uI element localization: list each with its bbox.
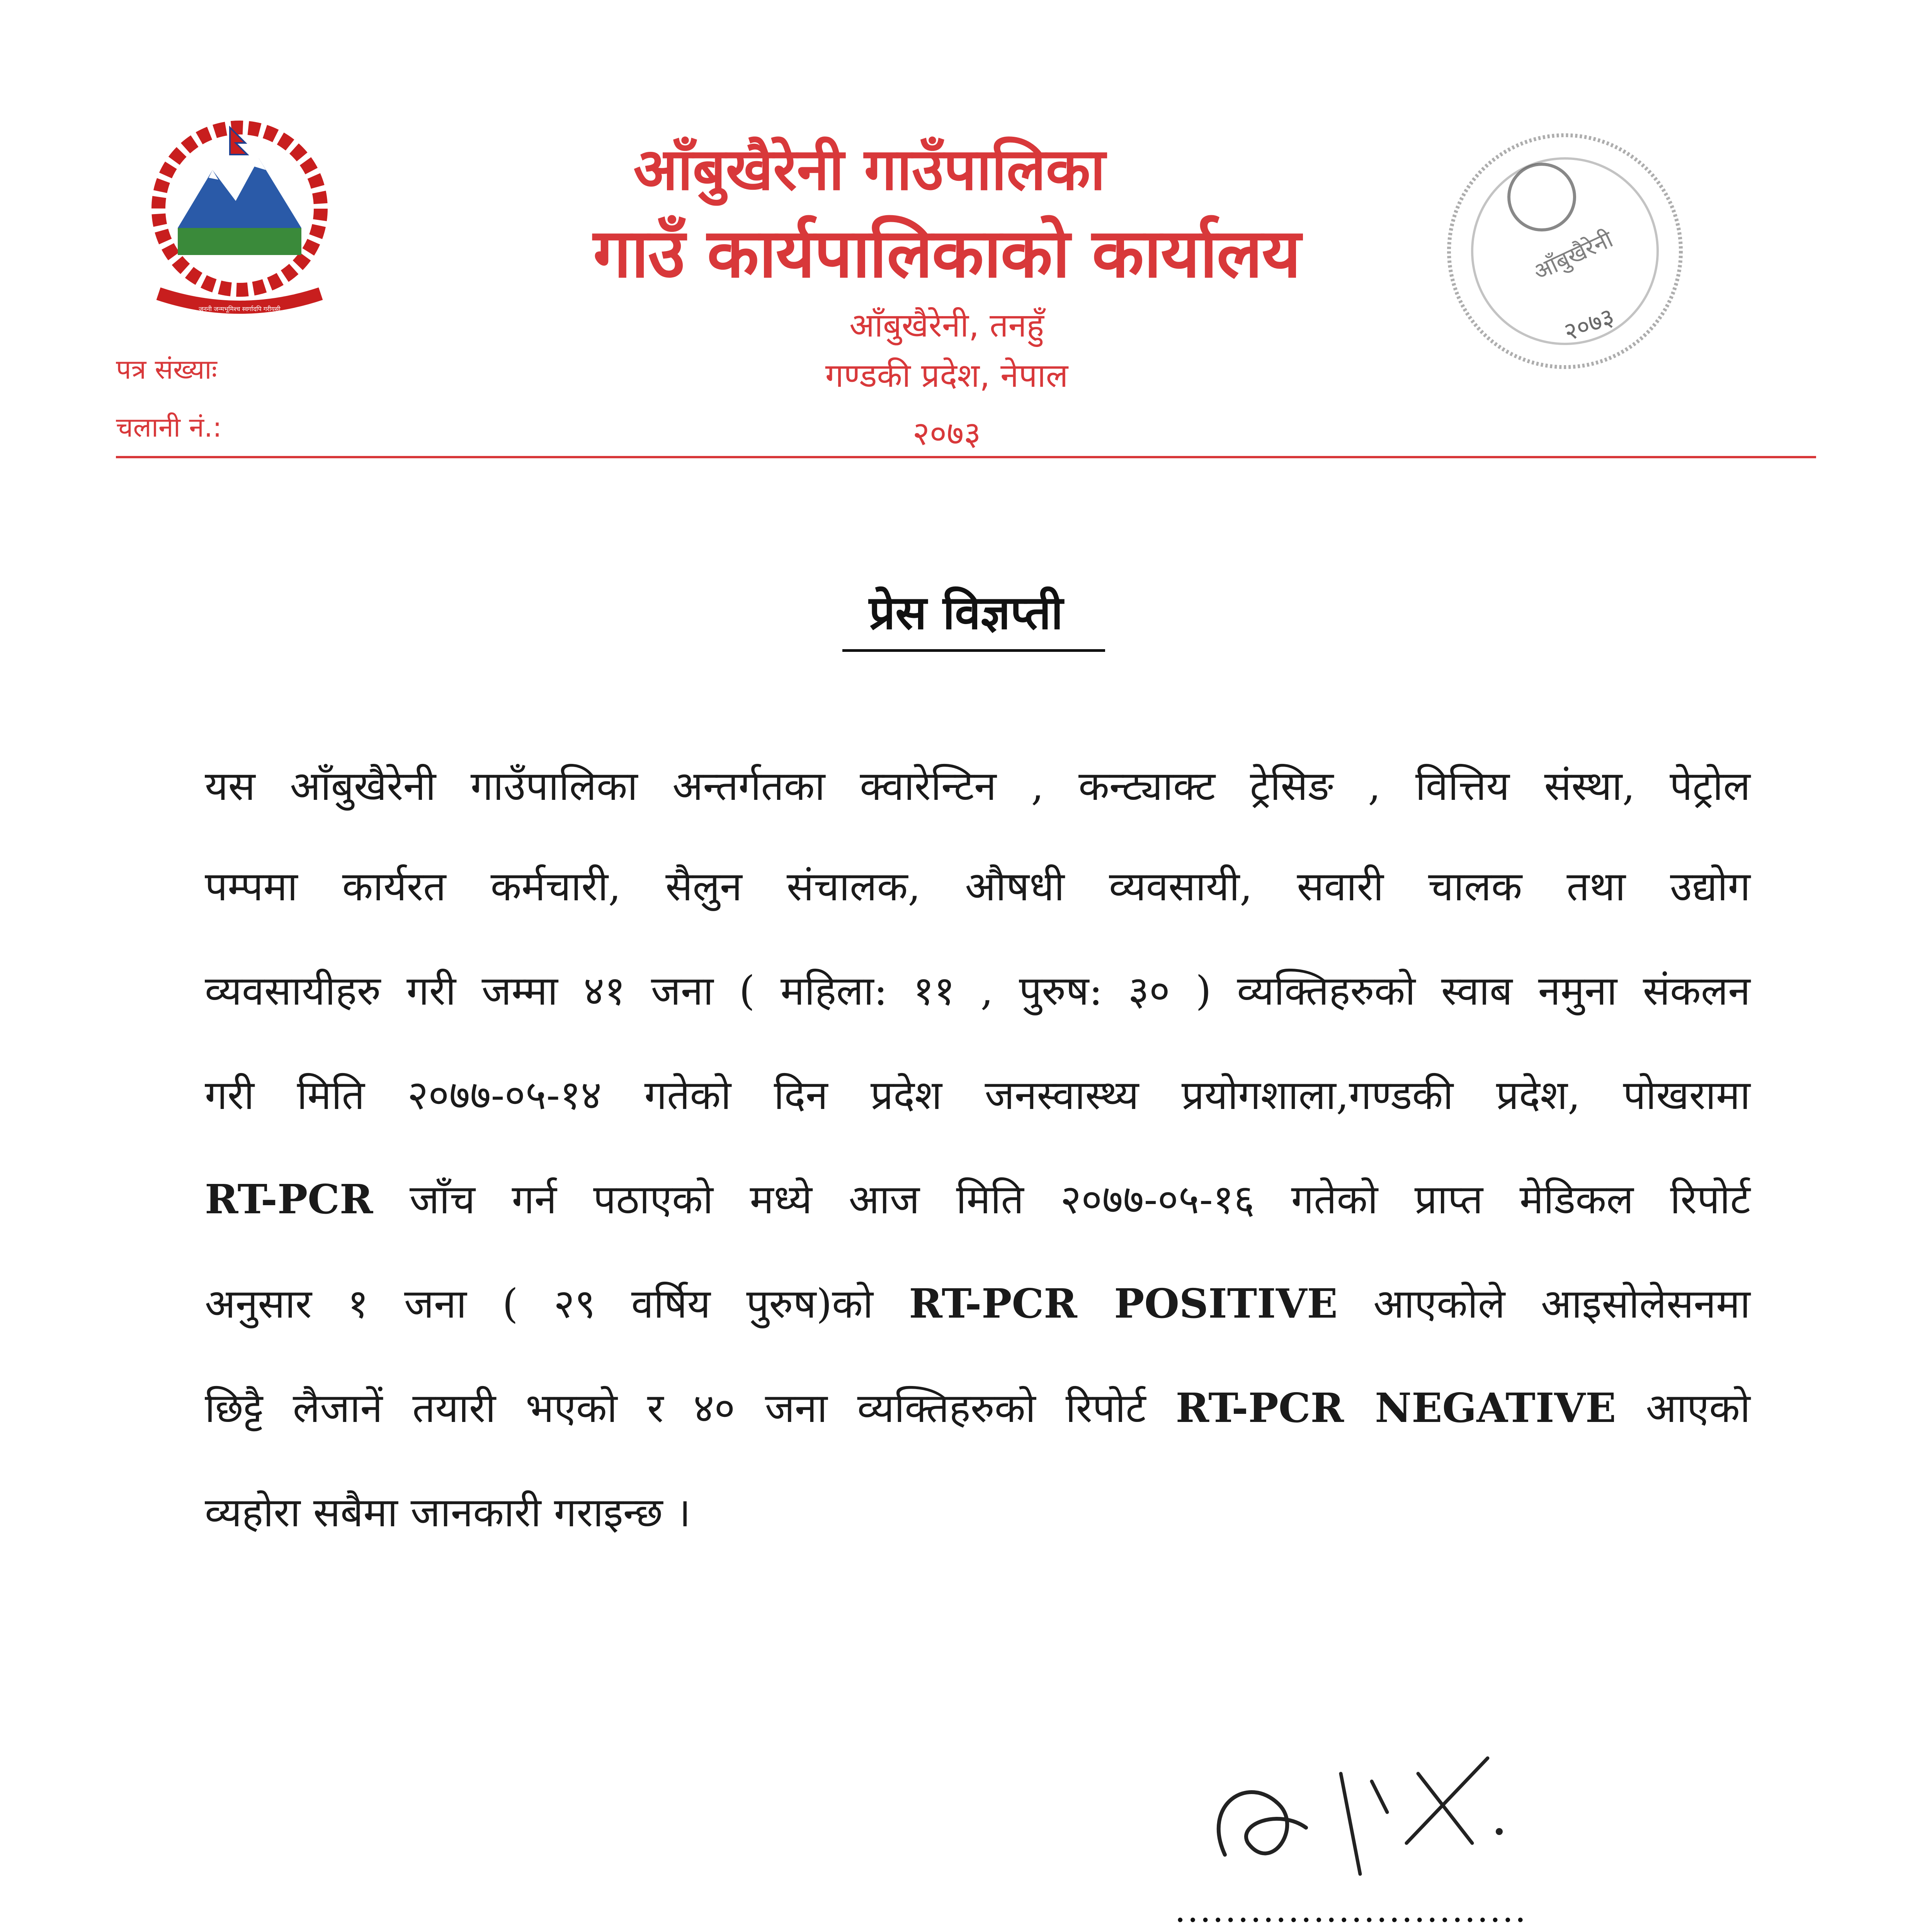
bold-test-name: RT-PCR xyxy=(205,1175,373,1223)
handwritten-signature-icon xyxy=(1179,1727,1526,1889)
body-line: छिट्टै लैजानें तयारी भएको र ४० जना व्यक्तिहरुको रिपोर्ट RT-PCR NEGATIVE आएको xyxy=(205,1384,1750,1432)
address-line-1: आँबुखैरेनी, तनहुँ xyxy=(849,306,1044,345)
signature-line: ............................ xyxy=(1175,1889,1528,1930)
page-title: प्रेस विज्ञप्ती xyxy=(869,586,1063,640)
body-line: अनुसार १ जना ( २९ वर्षिय पुरुष)को RT-PCR POSITIVE आएकोले आइसोलेसनमा xyxy=(205,1280,1750,1327)
municipality-name: आँबुखैरेनी गाउँपालिका xyxy=(633,136,1105,203)
address-line-2: गण्डकी प्रदेश, नेपाल xyxy=(825,357,1068,395)
bold-positive-result: RT-PCR POSITIVE xyxy=(909,1280,1338,1327)
body-line: गरी मिति २०७७-०५-१४ गतेको दिन प्रदेश जनस्वास्थ्य प्रयोगशाला,गण्डकी प्रदेश, पोखरामा xyxy=(205,1071,1750,1119)
letter-number-label: पत्र संख्याः xyxy=(116,354,217,385)
body-line: RT-PCR जाँच गर्न पठाएको मध्ये आज मिति २०७७-०५-१६ गतेको प्राप्त मेडिकल रिपोर्ट xyxy=(205,1175,1750,1223)
header-divider xyxy=(116,456,1816,458)
bold-negative-result: RT-PCR NEGATIVE xyxy=(1175,1384,1616,1432)
office-name: गाउँ कार्यपालिकाको कार्यालय xyxy=(593,214,1300,293)
body-line: यस आँबुखैरेनी गाउँपालिका अन्तर्गतका क्वारेन्टिन , कन्ट्याक्ट ट्रेसिङ , वित्तिय संस्था, पेट्रोल xyxy=(205,762,1750,810)
nepal-emblem-icon xyxy=(112,112,367,328)
dispatch-number-label: चलानी नं.: xyxy=(116,412,222,443)
emblem-motto: जननी जन्मभूमिश्च स्वर्गादपि गरीयसी xyxy=(199,305,281,313)
seal-year: २०७३ xyxy=(1560,302,1619,347)
title-underline xyxy=(842,649,1105,652)
body-line: व्यहोरा सबैमा जानकारी गराइन्छ । xyxy=(205,1489,691,1536)
office-seal-icon xyxy=(1430,116,1700,386)
body-line: पम्पमा कार्यरत कर्मचारी, सैलुन संचालक, औषधी व्यवसायी, सवारी चालक तथा उद्योग xyxy=(205,863,1750,910)
svg-text:आँबुखैरेनी: आँबुखैरेनी xyxy=(1529,226,1617,286)
body-line: व्यवसायीहरु गरी जम्मा ४१ जना ( महिला: ११ , पुरुष: ३० ) व्यक्तिहरुको स्वाब नमुना संकलन xyxy=(205,967,1750,1014)
established-year: २०७३ xyxy=(912,415,981,453)
